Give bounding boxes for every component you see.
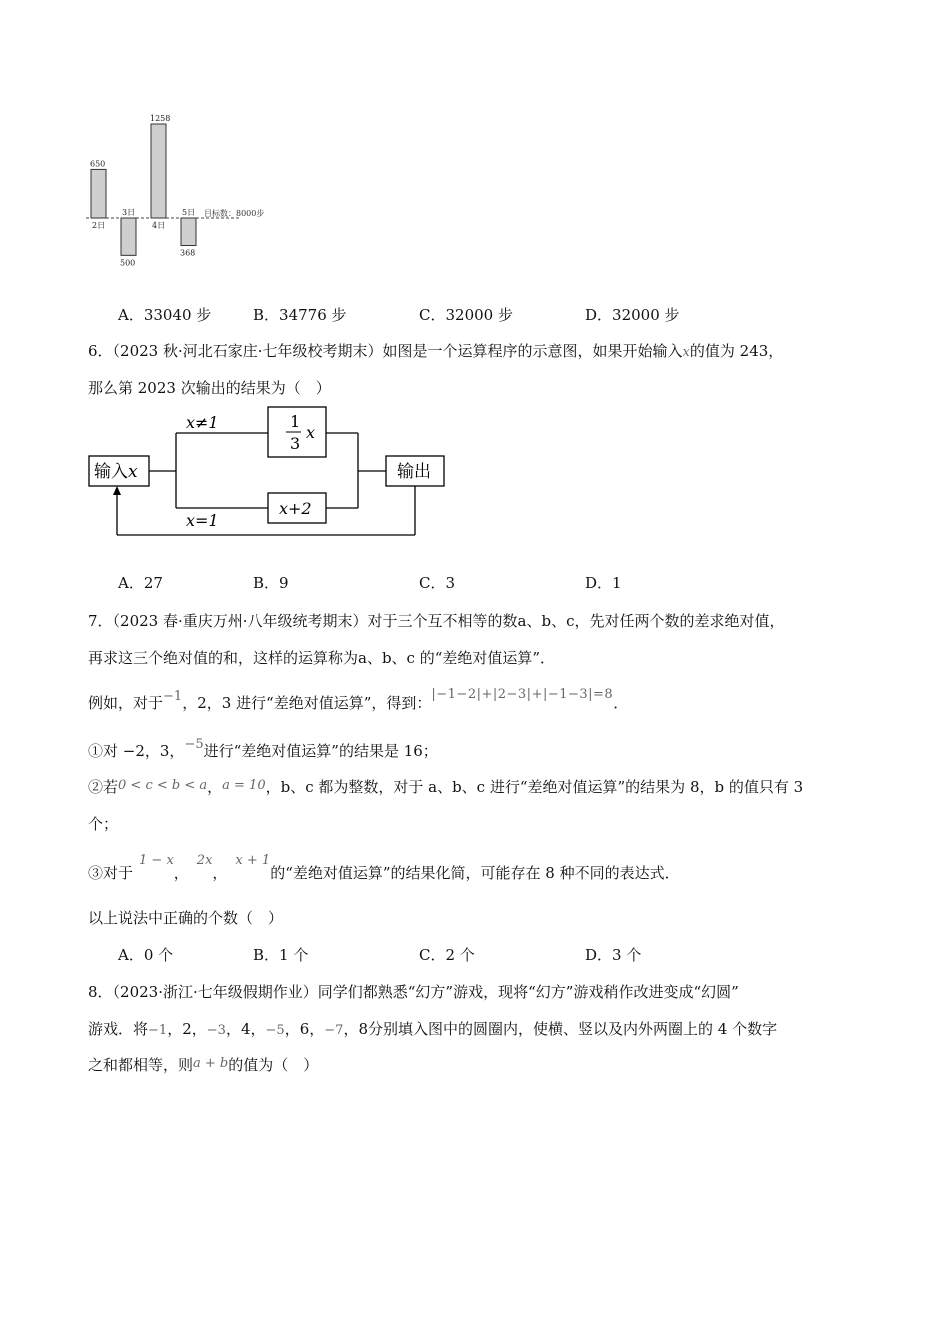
q7-option-d[interactable]: D．3 个: [585, 946, 642, 964]
flow-cond-top: x≠1: [186, 413, 219, 432]
q8-line3: 之和都相等，则a + b的值为（ ）: [88, 1056, 319, 1074]
svg-text:输入x: 输入x: [94, 462, 138, 482]
bar-5日: [181, 218, 196, 245]
q5-option-b[interactable]: B．34776 步: [253, 306, 347, 324]
bar-value-label: 368: [180, 248, 196, 258]
q6-option-b[interactable]: B．9: [253, 574, 289, 592]
q7-statement-3: ③对于1 − x，2x，x + 1的“差绝对值运算”的结果化简，可能存在 8 种不同的表达式．: [88, 853, 680, 882]
q8-line1: 8．（2023·浙江·七年级假期作业）同学们都熟悉“幻方”游戏，现将“幻方”游戏稍作改进变成“幻圆”: [88, 983, 739, 1001]
q7-option-c[interactable]: C．2 个: [419, 946, 475, 964]
q7-example: 例如，对于−1，2，3 进行“差绝对值运算”，得到：|−1−2|+|2−3|+|−1−3|=8．: [88, 687, 629, 712]
q7-line1: 7．（2023 春·重庆万州·八年级统考期末）对于三个互不相等的数a、b、c，先对任两个数的差求绝对值，: [88, 612, 785, 630]
q7-line2: 再求这三个绝对值的和，这样的运算称为a、b、c 的“差绝对值运算”．: [88, 649, 556, 667]
bar-value-label: 650: [90, 159, 106, 169]
bar-category-label: 2日: [92, 221, 106, 230]
flow-arrow-head: [113, 486, 121, 495]
q7-statement-1: ①对 −2，3，−5进行“差绝对值运算”的结果是 16；: [88, 737, 438, 760]
svg-text:1: 1: [290, 412, 301, 431]
flow-cond-bottom: x=1: [186, 511, 219, 530]
bar-category-label: 5日: [182, 208, 196, 217]
bar-4日: [151, 124, 166, 218]
svg-text:x: x: [306, 423, 316, 442]
q7-question: 以上说法中正确的个数（ ）: [88, 909, 284, 927]
svg-text:x+2: x+2: [279, 499, 312, 518]
chart-baseline-label: 目标数：8000步: [204, 209, 265, 218]
q7-statement-2-cont: 个；: [88, 815, 119, 833]
q6-option-d[interactable]: D．1: [585, 574, 622, 592]
q8-line2: 游戏．将−1，2，−3，4，−5，6，−7，8分别填入图中的圆圈内，使横、竖以及内外两圈上的 4 个数字: [88, 1020, 778, 1038]
q6-flowchart: [86, 404, 456, 540]
svg-text:3: 3: [290, 434, 301, 453]
q5-option-d[interactable]: D．32000 步: [585, 306, 680, 324]
q6-option-a[interactable]: A．27: [118, 574, 163, 592]
bar-value-label: 500: [120, 258, 136, 268]
svg-text:输出: 输出: [397, 462, 431, 482]
bar-category-label: 4日: [152, 221, 166, 230]
q7-option-b[interactable]: B．1 个: [253, 946, 309, 964]
bar-3日: [121, 218, 136, 255]
q5-option-a[interactable]: A．33040 步: [118, 306, 212, 324]
q7-statement-2: ②若0 < c < b < a，a = 10，b、c 都为整数，对于 a、b、c 进行“差绝对值运算”的结果为 8，b 的值只有 3: [88, 778, 804, 796]
step-bar-chart: [80, 108, 300, 278]
q6-line1: 6．（2023 秋·河北石家庄·七年级校考期末）如图是一个运算程序的示意图，如果开始输入x的值为 243，: [88, 342, 784, 360]
bar-value-label: 1258: [150, 114, 171, 123]
q5-option-c[interactable]: C．32000 步: [419, 306, 513, 324]
bar-2日: [91, 169, 106, 218]
q6-line2: 那么第 2023 次输出的结果为（ ）: [88, 379, 331, 397]
q7-option-a[interactable]: A．0 个: [118, 946, 174, 964]
bar-category-label: 3日: [122, 208, 136, 217]
q6-option-c[interactable]: C．3: [419, 574, 456, 592]
